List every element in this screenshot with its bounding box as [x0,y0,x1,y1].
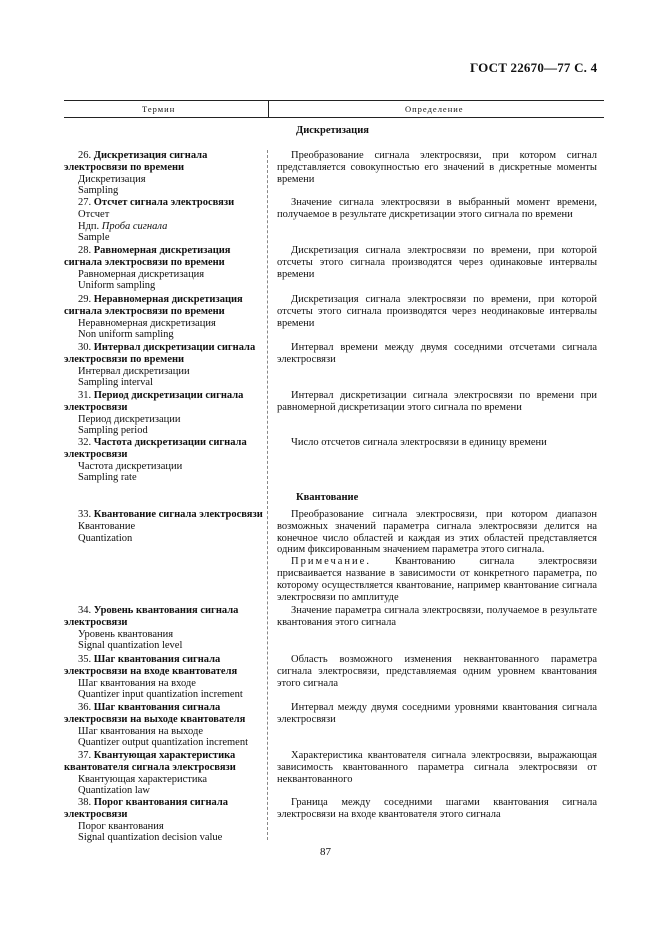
definition-35: Область возможного изменения неквантованного параметра сигнала электросвязи, представляемая одним уровнем квантования этого сигнала [277,654,597,689]
term-34: 34. Уровень квантования сигнала электросвязи Уровень квантования Signal quantization level [64,605,239,652]
definition-26: Преобразование сигнала электросвязи, при котором сигнал представляется совокупностью его значений в дискретные моменты времени [277,150,597,185]
note-33: Примечание. Квантованию сигнала электросвязи присваивается название в зависимости от конкретного параметра, по которому осуществляется квантование, например квантование сигнала электросвязи по амплитуде [277,556,597,603]
term-33: 33. Квантование сигнала электросвязи Квантование Quantization [78,509,263,544]
definition-31: Интервал дискретизации сигнала электросвязи по времени при равномерной дискретизации этого сигнала по времени [277,390,597,413]
column-divider-dashed [267,150,268,840]
term-37: 37. Квантующая характеристика квантователя сигнала электросвязи Квантующая характеристика Quantization law [64,750,236,797]
standard-header: ГОСТ 22670—77 С. 4 [470,60,598,75]
term-26: 26. Дискретизация сигнала электросвязи по времени Дискретизация Sampling [64,150,208,197]
term-29: 29. Неравномерная дискретизация сигнала электросвязи по времени Неравномерная дискретизация Non uniform sampling [64,294,243,341]
term-28: 28. Равномерная дискретизация сигнала электросвязи по времени Равномерная дискретизация Uniform sampling [64,245,231,292]
definition-36: Интервал между двумя соседними уровнями квантования сигнала электросвязи [277,702,597,725]
definition-30: Интервал времени между двумя соседними отсчетами сигнала электросвязи [277,342,597,365]
table-top-rule [64,100,604,101]
table-header-rule [64,117,604,118]
page-number: 87 [320,846,331,858]
definition-38: Граница между соседними шагами квантования сигнала электросвязи на входе квантователя этого сигнала [277,797,597,820]
term-27: 27. Отсчет сигнала электросвязи Отсчет Ндп. Проба сигнала Sample [78,197,235,244]
term-36: 36. Шаг квантования сигнала электросвязи на выходе квантователя Шаг квантования на выходе Quantizer output quantization increment [64,702,248,749]
definition-29: Дискретизация сигнала электросвязи по времени, при которой отсчеты этого сигнала производятся через неодинаковые интервалы времени [277,294,597,329]
term-30: 30. Интервал дискретизации сигнала электросвязи по времени Интервал дискретизации Sampling interval [64,342,256,389]
column-divider [268,101,269,117]
definition-37: Характеристика квантователя сигнала электросвязи, выражающая зависимость квантованного параметра сигнала электросвязи от неквантованного [277,750,597,785]
section-title-discretization: Дискретизация [296,125,369,136]
term-32: 32. Частота дискретизации сигнала электросвязи Частота дискретизации Sampling rate [64,437,247,484]
definition-32: Число отсчетов сигнала электросвязи в единицу времени [291,437,547,448]
definition-34: Значение параметра сигнала электросвязи, получаемое в результате квантования этого сигнала [277,605,597,628]
term-column-header: Термин [142,104,176,114]
term-35: 35. Шаг квантования сигнала электросвязи на входе квантователя Шаг квантования на входе Quantizer input quantization increment [64,654,243,701]
term-38: 38. Порог квантования сигнала электросвязи Порог квантования Signal quantization decision value [64,797,229,844]
section-title-quantization: Квантование [296,492,359,503]
definition-33: Преобразование сигнала электросвязи, при котором диапазон возможных значений параметра сигнала электросвязи делится на конечное число областей и каждая из этих областей представляется одним фиксированным значением параметра этого сигнала. Примечание. Квантованию сигнала электросвязи присваивается название в зависимости от конкретного параметра, по которому осуществляется квантование, например квантование сигнала электросвязи по амплитуде [277,509,597,603]
term-31: 31. Период дискретизации сигнала электросвязи Период дискретизации Sampling period [64,390,244,437]
definition-27: Значение сигнала электросвязи в выбранный момент времени, получаемое в результате дискретизации этого сигнала по времени [277,197,597,220]
definition-28: Дискретизация сигнала электросвязи по времени, при которой отсчеты этого сигнала производятся через одинаковые интервалы времени [277,245,597,280]
definition-column-header: Определение [405,104,464,114]
